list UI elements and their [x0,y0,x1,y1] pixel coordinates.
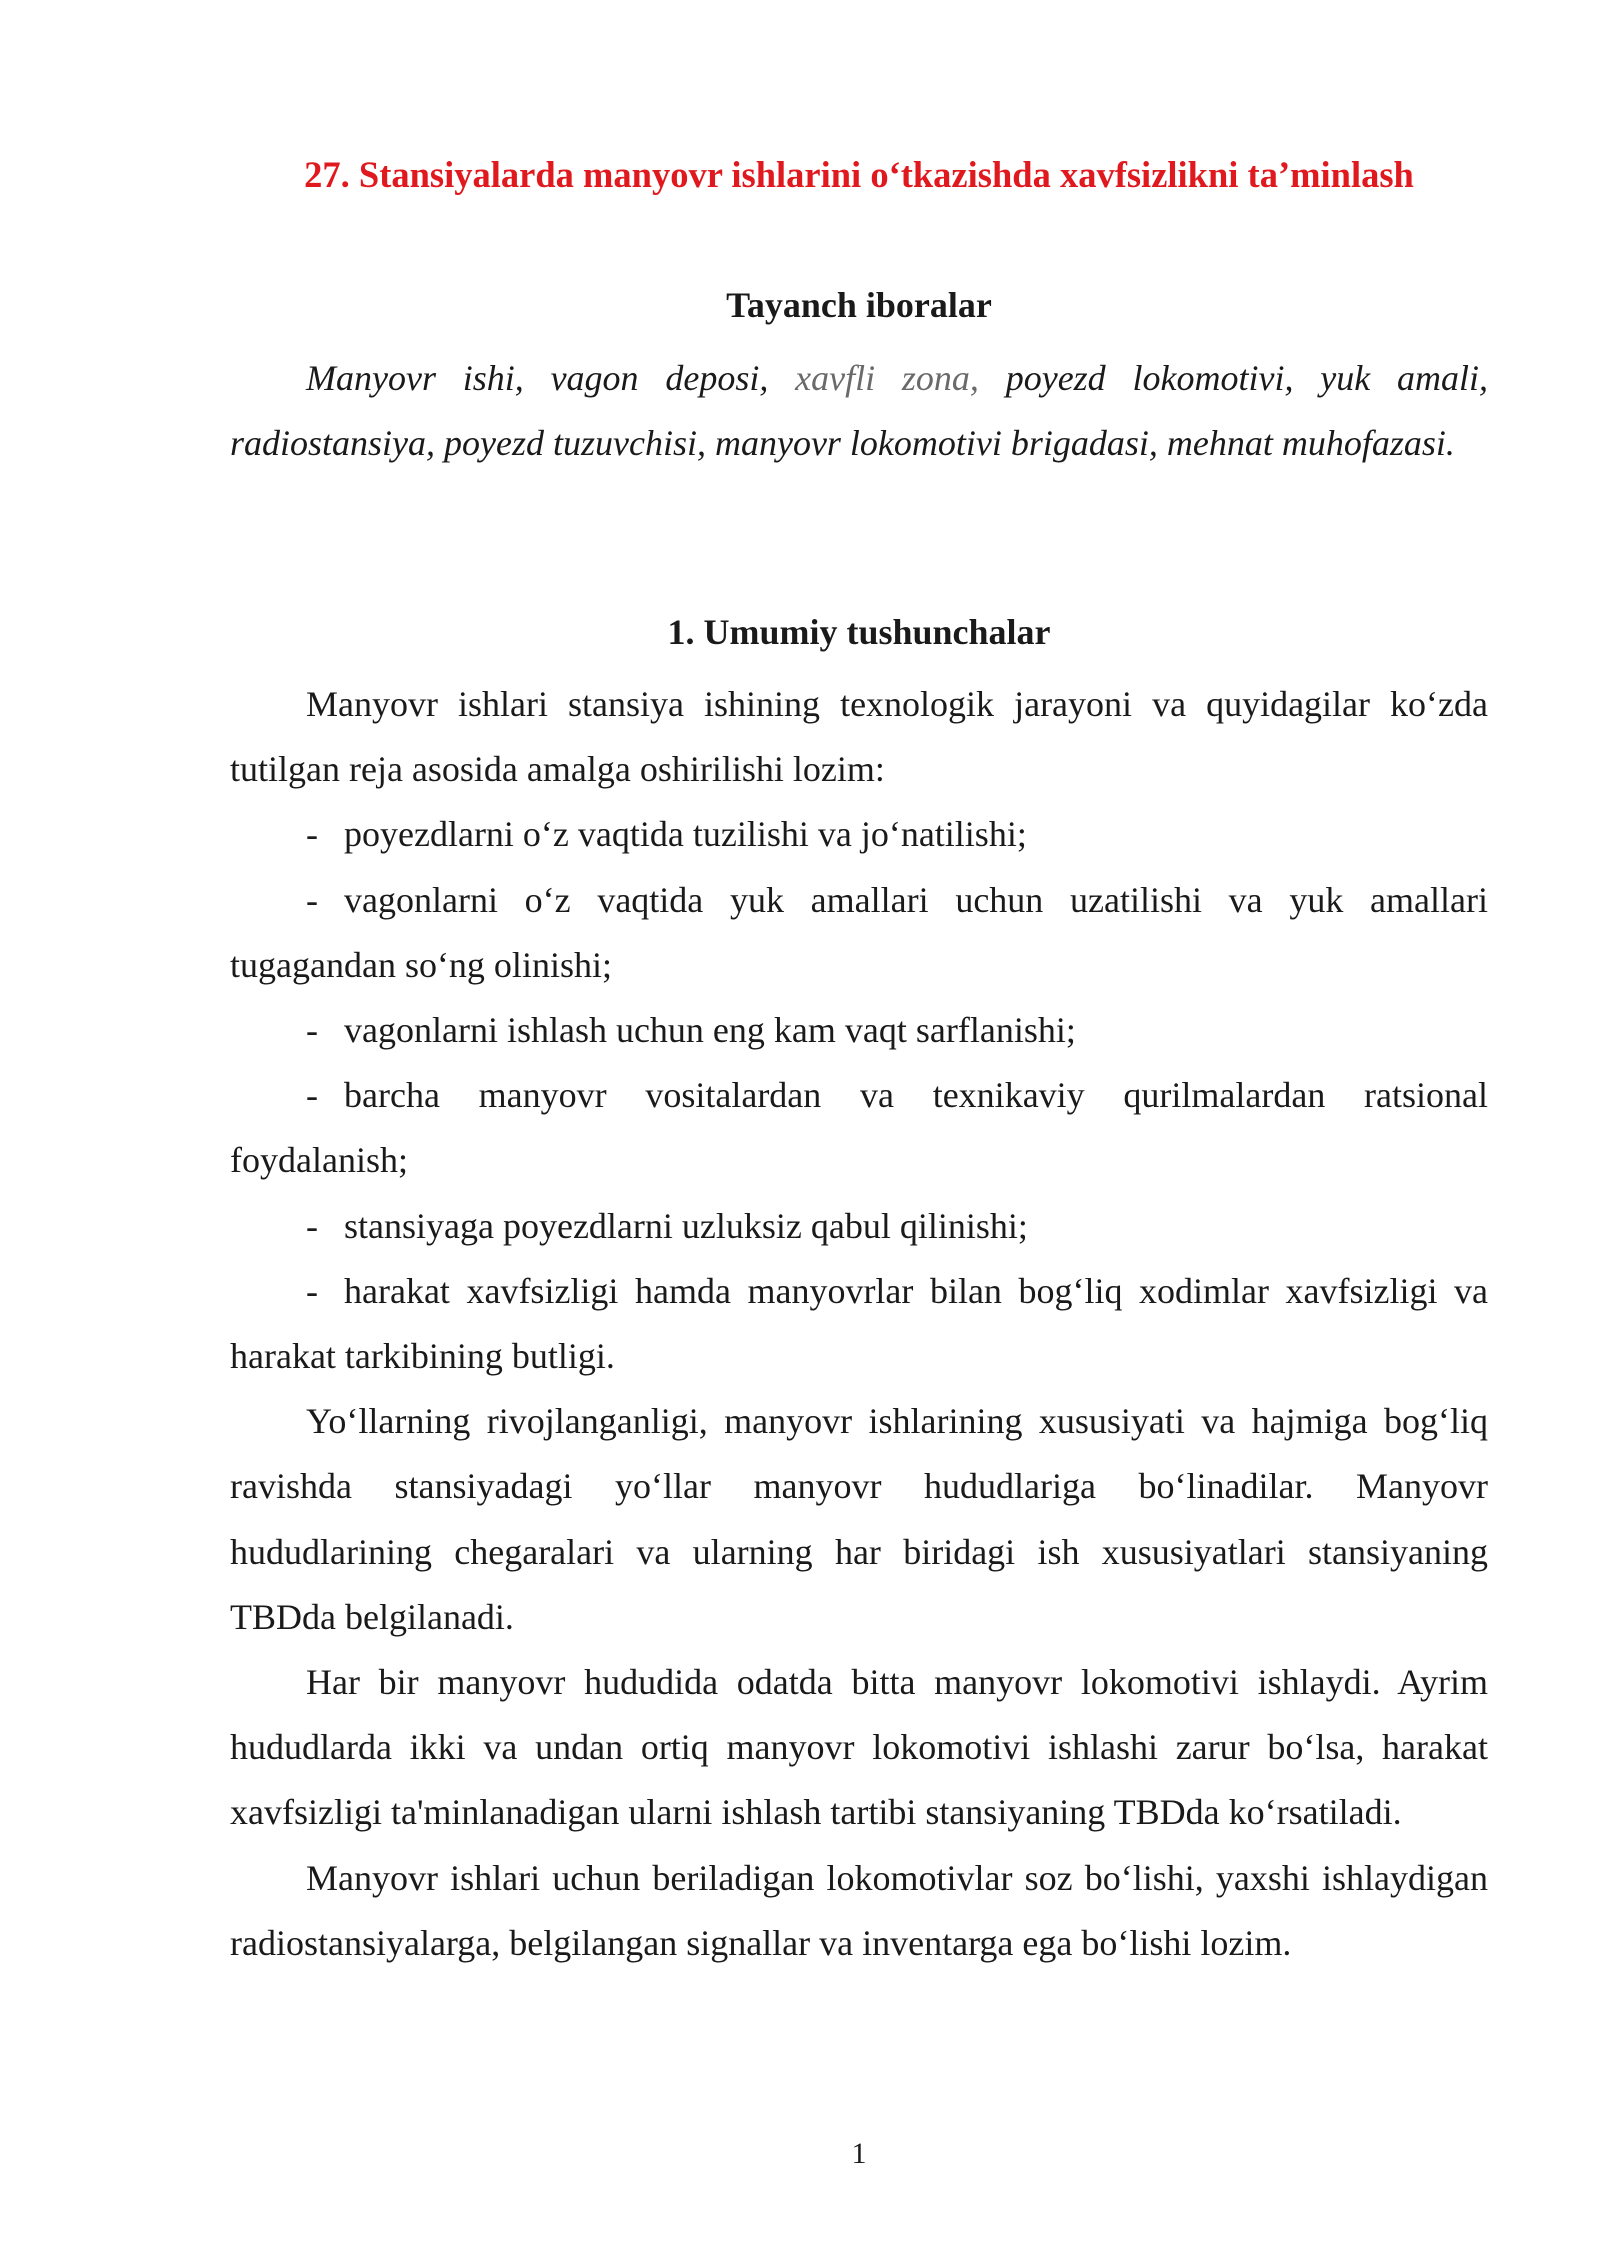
list-item [230,1259,1488,1389]
list-item [230,998,1488,1063]
list-item-text: harakat xavfsizligi hamda manyovrlar bilan bog‘liq xodimlar xavfsizligi va harakat tarkibining butligi. [230,1270,1488,1377]
list-item [230,868,1488,998]
list-item [230,1063,1488,1193]
page-number: 1 [851,2137,867,2170]
body-paragraph: Har bir manyovr hududida odatda bitta manyovr lokomotivi ishlaydi. Ayrim hududlarda ikki va undan ortiq manyovr lokomotivi ishlashi zarur bo‘lsa, harakat xavfsizligi ta'minlanadigan ularni ishlash tartibi stansiyaning TBDda ko‘rsatiladi. [230,1662,1488,1833]
bullet-dash: - [306,879,318,920]
bullet-dash: - [306,1010,318,1051]
keywords-muted-term: xavfli zona, [795,358,979,398]
list-item [230,1194,1488,1259]
intro-paragraph: Manyovr ishlari stansiya ishining texnologik jarayoni va quyidagilar ko‘zda tutilgan reja asosida amalga oshirilishi lozim: [230,684,1488,790]
document-title: 27. Stansiyalarda manyovr ishlarini o‘tkazishda xavfsizlikni ta’minlash [304,154,1414,195]
bullet-dash: - [306,1270,318,1311]
section-heading: 1. Umumiy tushunchalar [667,612,1051,652]
body-paragraph: Yo‘llarning rivojlanganligi, manyovr ishlarining xususiyati va hajmiga bog‘liq ravishda stansiyadagi yo‘llar manyovr hududlariga bo‘linadilar. Manyovr hududlarining chegaralari va ularning har biridagi ish xususiyatlari stansiyaning TBDda belgilanadi. [230,1401,1488,1637]
keywords-text-part: poyezd lokomotivi, yuk amali, radiostansiya, poyezd tuzuvchisi, manyovr lokomotivi brigadasi, mehnat muhofazasi. [230,358,1489,463]
keywords-heading: Tayanch iboralar [726,285,992,325]
list-item-text: vagonlarni ishlash uchun eng kam vaqt sarflanishi; [344,1010,1076,1051]
list-item [230,802,1488,867]
keywords-text [230,346,1488,476]
list-item-text: vagonlarni o‘z vaqtida yuk amallari uchun uzatilishi va yuk amallari tugagandan so‘ng olinishi; [230,879,1488,985]
list-item-text: stansiyaga poyezdlarni uzluksiz qabul qilinishi; [344,1205,1028,1246]
section-body [230,672,1488,1976]
list-item-text: barcha manyovr vositalardan va texnikaviy qurilmalardan ratsional foydalanish; [230,1075,1488,1181]
keywords-text-part: Manyovr ishi, vagon deposi, [306,358,796,398]
list-item-text: poyezdlarni o‘z vaqtida tuzilishi va jo‘natilishi; [344,814,1027,855]
body-paragraph: Manyovr ishlari uchun beriladigan lokomotivlar soz bo‘lishi, yaxshi ishlaydigan radiostansiyalarga, belgilangan signallar va inventarga ega bo‘lishi lozim. [230,1857,1488,1963]
bullet-dash: - [306,1205,318,1246]
bullet-dash: - [306,1075,318,1116]
bullet-dash: - [306,814,318,855]
